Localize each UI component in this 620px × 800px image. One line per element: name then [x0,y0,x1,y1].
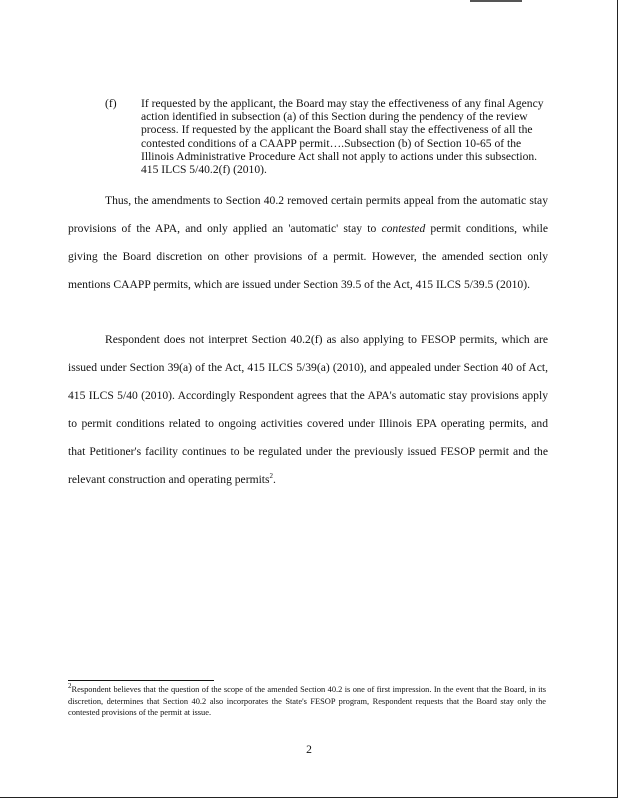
quote-label: (f) [105,97,117,110]
footnote-divider [68,680,214,681]
footnote-reference[interactable]: 2 [269,472,274,481]
paragraph-1-italic: contested [381,222,426,235]
paragraph-1-text-end: permit conditions, while giving the Board discretion on other provisions of a permit. However, the amended section only mentions CAAPP permits, which are issued under Section 39.5 of the Act, 415 ILCS 5/39.5 (2010). [68,222,549,291]
paragraph-amendments [68,187,548,299]
statute-quote [105,97,545,176]
footnote-text: Respondent believes that the question of the scope of the amended Section 40.2 is one of first impression. In the event that the Board, in its discretion, determines that Section 40.2 also incorporates the State's FESOP program, Respondent requests that the Board stay only the contested provisions of the permit at issue. [68,685,546,718]
footnote-marker: 2 [68,682,72,691]
paragraph-respondent [68,326,548,494]
page-number: 2 [306,743,312,756]
paragraph-2-end: . [273,473,276,486]
footnote [68,684,546,719]
scan-edge-mark [470,0,522,2]
paragraph-2-text: Respondent does not interpret Section 40.2(f) as also applying to FESOP permits, which are issued under Section 39(a) of the Act, 415 ILCS 5/39(a) (2010), and appealed under Section 40 of Act, 415 ILCS 5/40 (2010). Accordingly Respondent agrees that the APA's automatic stay provisions apply to permit conditions related to ongoing activities covered under Illinois EPA operating permits, and that Petitioner's facility continues to be regulated under the previously issued FESOP permit and the relevant construction and operating permits [68,333,548,486]
quote-text: If requested by the applicant, the Board may stay the effectiveness of any final Agency action identified in subsection (a) of this Section during the pendency of the review process. If requested by the applicant the Board shall stay the effectiveness of all the contested conditions of a CAAPP permit….Subsection (b) of Section 10-65 of the Illinois Administrative Procedure Act shall not apply to actions under this subsection. 415 ILCS 5/40.2(f) (2010). [141,97,544,177]
paragraph-1-text: Thus, the amendments to Section 40.2 removed certain permits appeal from the automatic stay provisions of the APA, and only applied an 'automatic' stay to [68,194,548,235]
